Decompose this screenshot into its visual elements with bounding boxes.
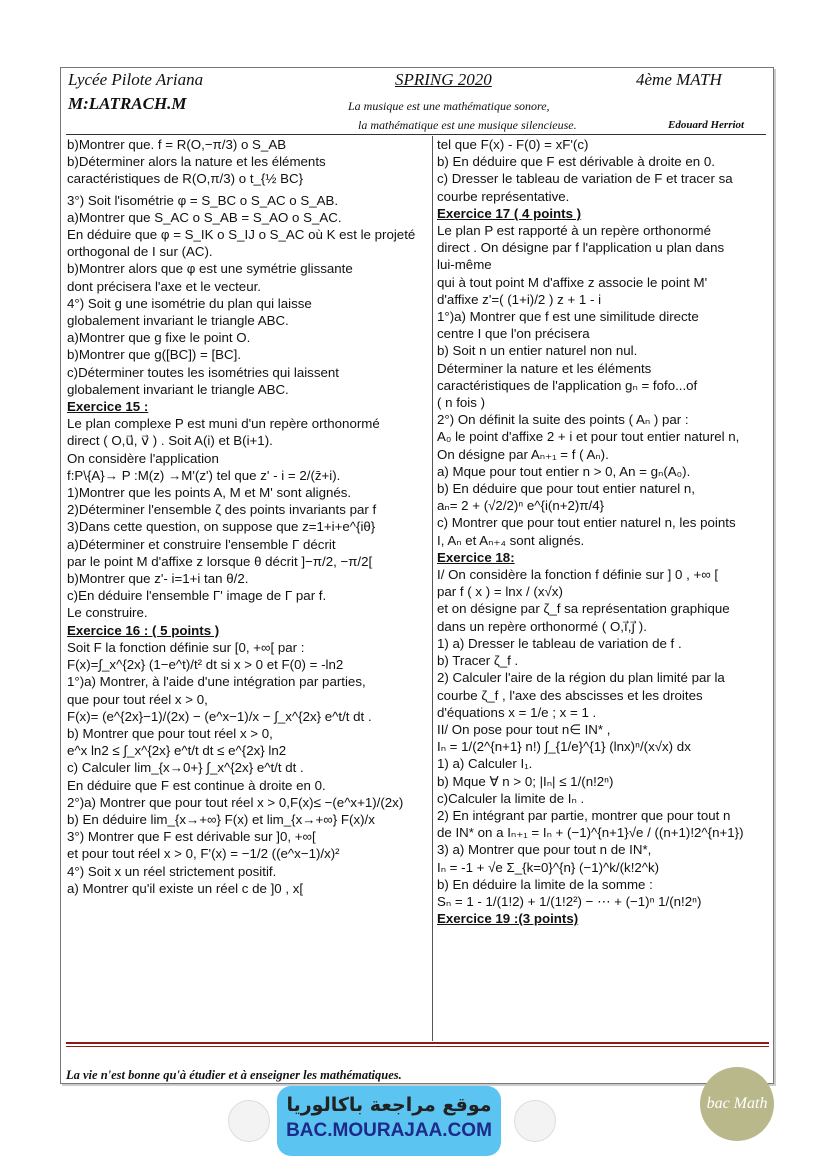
site-name-arabic: موقع مراجعة باكالوريا bbox=[286, 1094, 492, 1116]
text-line: a)Montrer que S_AC o S_AB = S_AO o S_AC. bbox=[67, 209, 342, 225]
text-line: b) Mque ∀ n > 0; |Iₙ| ≤ 1/(n!2ⁿ) bbox=[437, 773, 614, 789]
text-line: dont précisera l'axe et le vecteur. bbox=[67, 278, 261, 294]
text-line: courbe représentative. bbox=[437, 188, 570, 204]
text-line: II/ On pose pour tout n∈ IN* , bbox=[437, 721, 611, 737]
text-line: 4°) Soit x un réel strictement positif. bbox=[67, 863, 277, 879]
text-line: tel que F(x) - F(0) = xF'(c) bbox=[437, 137, 589, 152]
bac-math-logo: bac Math bbox=[700, 1067, 774, 1141]
text-line: globalement invariant le triangle ABC. bbox=[67, 313, 289, 329]
text-line: 1) a) Dresser le tableau de variation de f . bbox=[437, 635, 682, 651]
text-line: direct . On désigne par f l'application u plan dans bbox=[437, 240, 725, 256]
text-line: 3) a) Montrer que pour tout n de IN*, bbox=[437, 842, 652, 858]
text-line: Iₙ = 1/(2^{n+1} n!) ∫_{1/e}^{1} (lnx)ⁿ/(x√x) dx bbox=[437, 739, 691, 755]
text-line: Déterminer la nature et les éléments bbox=[437, 360, 652, 376]
text-line: 3)Dans cette question, on suppose que z=1+i+e^{iθ} bbox=[67, 519, 376, 535]
text-line: F(x)= (e^{2x}−1)/(2x) − (e^x−1)/x − ∫_x^{2x} e^t/t dt . bbox=[67, 708, 372, 724]
text-line: de IN* on a Iₙ₊₁ = Iₙ + (−1)^{n+1}√e / ((n+1)!2^{n+1}) bbox=[437, 825, 744, 841]
text-line: En déduire que F est continue à droite en 0. bbox=[67, 777, 326, 793]
text-line: f:P\{A}→ P :M(z) →M'(z') tel que z' - i = 2/(z̄+i). bbox=[67, 467, 341, 483]
text-line: b) Tracer ζ_f . bbox=[437, 653, 519, 669]
right-column bbox=[437, 136, 767, 927]
text-line: Le plan P est rapporté à un repère orthonormé bbox=[437, 223, 711, 239]
teacher-name: M:LATRACH.M bbox=[68, 94, 187, 113]
header-divider bbox=[66, 134, 766, 135]
text-line: c) Calculer lim_{x→0+} ∫_x^{2x} e^t/t dt . bbox=[67, 760, 304, 776]
text-line: c)En déduire l'ensemble Γ' image de Γ par f. bbox=[67, 588, 327, 604]
text-line: Sₙ = 1 - 1/(1!2) + 1/(1!2²) − ⋯ + (−1)ⁿ 1/(n!2ⁿ) bbox=[437, 893, 702, 909]
text-line: 1°)a) Montrer que f est une similitude directe bbox=[437, 309, 699, 325]
text-line: b) Montrer que pour tout réel x > 0, bbox=[67, 725, 273, 741]
header-quote-line2: la mathématique est une musique silencieuse. bbox=[358, 118, 577, 132]
text-line: c) Dresser le tableau de variation de F et tracer sa bbox=[437, 171, 733, 187]
text-line: 4°) Soit g une isométrie du plan qui laisse bbox=[67, 295, 312, 311]
text-line: direct ( O,u⃗, v⃗ ) . Soit A(i) et B(i+1). bbox=[67, 433, 273, 449]
text-line: 1)Montrer que les points A, M et M' sont alignés. bbox=[67, 485, 352, 501]
text-line: Le construire. bbox=[67, 605, 148, 621]
text-line: b) Soit n un entier naturel non nul. bbox=[437, 343, 638, 359]
text-line: a)Déterminer et construire l'ensemble Γ décrit bbox=[67, 536, 336, 552]
text-line: a)Montrer que g fixe le point O. bbox=[67, 330, 251, 346]
left-column bbox=[67, 136, 429, 897]
text-line: dans un repère orthonormé ( O,i⃗,j⃗ ). bbox=[437, 618, 647, 634]
text-line: e^x ln2 ≤ ∫_x^{2x} e^t/t dt ≤ e^{2x} ln2 bbox=[67, 743, 287, 759]
text-line: caractéristiques de R(O,π/3) o t_{½ BC} bbox=[67, 171, 304, 187]
site-logo-left-icon bbox=[228, 1100, 270, 1142]
text-line: F(x)=∫_x^{2x} (1−e^t)/t² dt si x > 0 et F(0) = -ln2 bbox=[67, 657, 344, 673]
text-line: On désigne par Aₙ₊₁ = f ( Aₙ). bbox=[437, 446, 609, 462]
text-line: 1) a) Calculer I₁. bbox=[437, 756, 533, 772]
text-line: En déduire que φ = S_IK o S_IJ o S_AC où K est le projeté bbox=[67, 227, 416, 243]
text-line: par le point M d'affixe z lorsque θ décrit ]−π/2, −π/2[ bbox=[67, 553, 373, 569]
text-line: On considère l'application bbox=[67, 450, 219, 466]
text-line: b) En déduire que F est dérivable à droite en 0. bbox=[437, 154, 715, 170]
class-level: 4ème MATH bbox=[636, 70, 722, 89]
header-quote-line1: La musique est une mathématique sonore, bbox=[348, 99, 550, 113]
text-line: lui-même bbox=[437, 257, 492, 273]
exercise-heading: Exercice 17 ( 4 points ) bbox=[437, 205, 582, 221]
text-line: Le plan complexe P est muni d'un repère orthonormé bbox=[67, 416, 380, 432]
text-line: b)Montrer alors que φ est une symétrie glissante bbox=[67, 261, 353, 277]
footer-divider-top bbox=[66, 1042, 769, 1044]
session-title: SPRING 2020 bbox=[395, 70, 492, 89]
text-line: centre I que l'on précisera bbox=[437, 326, 590, 342]
text-line: par f ( x ) = lnx / (x√x) bbox=[437, 584, 563, 600]
school-name: Lycée Pilote Ariana bbox=[68, 70, 204, 89]
site-url: BAC.MOURAJAA.COM bbox=[286, 1120, 492, 1141]
footer-divider-bottom bbox=[66, 1046, 769, 1047]
text-line: 2) Calculer l'aire de la région du plan limité par la bbox=[437, 670, 725, 686]
text-line: courbe ζ_f , l'axe des abscisses et les droites bbox=[437, 687, 703, 703]
text-line: b)Déterminer alors la nature et les éléments bbox=[67, 154, 326, 170]
site-banner[interactable] bbox=[277, 1086, 501, 1156]
text-line: caractéristiques de l'application gₙ = fofo...of bbox=[437, 377, 698, 393]
text-line: a) Montrer qu'il existe un réel c de ]0 , x[ bbox=[67, 880, 304, 896]
text-line: I, Aₙ et Aₙ₊₄ sont alignés. bbox=[437, 532, 585, 548]
text-line: ( n fois ) bbox=[437, 395, 486, 411]
text-line: Soit F la fonction définie sur [0, +∞[ par : bbox=[67, 639, 305, 655]
text-line: orthogonal de I sur (AC). bbox=[67, 244, 213, 260]
text-line: et pour tout réel x > 0, F'(x) = −1/2 ((e^x−1)/x)² bbox=[67, 846, 340, 862]
exercise-heading: Exercice 15 : bbox=[67, 399, 149, 415]
text-line: 1°)a) Montrer, à l'aide d'une intégration par parties, bbox=[67, 674, 366, 690]
text-line: A₀ le point d'affixe 2 + i et pour tout entier naturel n, bbox=[437, 429, 740, 445]
text-line: 2)Déterminer l'ensemble ζ des points invariants par f bbox=[67, 502, 377, 518]
text-line: 3°) Soit l'isométrie φ = S_BC o S_AC o S_AB. bbox=[67, 192, 339, 208]
exercise-heading: Exercice 19 :(3 points) bbox=[437, 911, 579, 927]
text-line: et on désigne par ζ_f sa représentation graphique bbox=[437, 601, 730, 617]
text-line: c)Déterminer toutes les isométries qui laissent bbox=[67, 364, 339, 380]
text-line: 2) En intégrant par partie, montrer que pour tout n bbox=[437, 807, 731, 823]
text-line: c)Calculer la limite de Iₙ . bbox=[437, 790, 585, 806]
text-line: b)Montrer que z'- i=1+i tan θ/2. bbox=[67, 571, 249, 587]
text-line: Iₙ = -1 + √e Σ_{k=0}^{n} (−1)^k/(k!2^k) bbox=[437, 859, 660, 875]
text-line: a) Mque pour tout entier n > 0, An = gₙ(A₀). bbox=[437, 463, 691, 479]
text-line: b)Montrer que g([BC]) = [BC]. bbox=[67, 347, 242, 363]
text-line: que pour tout réel x > 0, bbox=[67, 691, 208, 707]
text-line: aₙ= 2 + (√2/2)ⁿ e^{i(n+2)π/4} bbox=[437, 498, 605, 514]
footer-quote: La vie n'est bonne qu'à étudier et à enseigner les mathématiques. bbox=[66, 1068, 402, 1082]
text-line: c) Montrer que pour tout entier naturel n, les points bbox=[437, 515, 736, 531]
text-line: b) En déduire la limite de la somme : bbox=[437, 876, 653, 892]
column-divider bbox=[432, 136, 433, 1041]
text-line: d'affixe z'=( (1+i)/2 ) z + 1 - i bbox=[437, 291, 602, 307]
text-line: b) En déduire que pour tout entier naturel n, bbox=[437, 481, 695, 497]
text-line: 3°) Montrer que F est dérivable sur ]0, +∞[ bbox=[67, 829, 316, 845]
text-line: d'équations x = 1/e ; x = 1 . bbox=[437, 704, 597, 720]
header-quote-author: Edouard Herriot bbox=[668, 119, 745, 131]
text-line: b) En déduire lim_{x→+∞} F(x) et lim_{x→+∞} F(x)/x bbox=[67, 811, 375, 827]
exercise-heading: Exercice 16 : ( 5 points ) bbox=[67, 622, 220, 638]
exercise-heading: Exercice 18: bbox=[437, 549, 515, 565]
site-logo-right-icon bbox=[514, 1100, 556, 1142]
text-line: 2°)a) Montrer que pour tout réel x > 0,F(x)≤ −(e^x+1)/(2x) bbox=[67, 794, 404, 810]
text-line: qui à tout point M d'affixe z associe le point M' bbox=[437, 274, 708, 290]
text-line: 2°) On définit la suite des points ( Aₙ ) par : bbox=[437, 412, 689, 428]
text-line: b)Montrer que. f = R(O,−π/3) o S_AB bbox=[67, 137, 287, 152]
text-line: I/ On considère la fonction f définie sur ] 0 , +∞ [ bbox=[437, 567, 719, 583]
text-line: globalement invariant le triangle ABC. bbox=[67, 381, 289, 397]
